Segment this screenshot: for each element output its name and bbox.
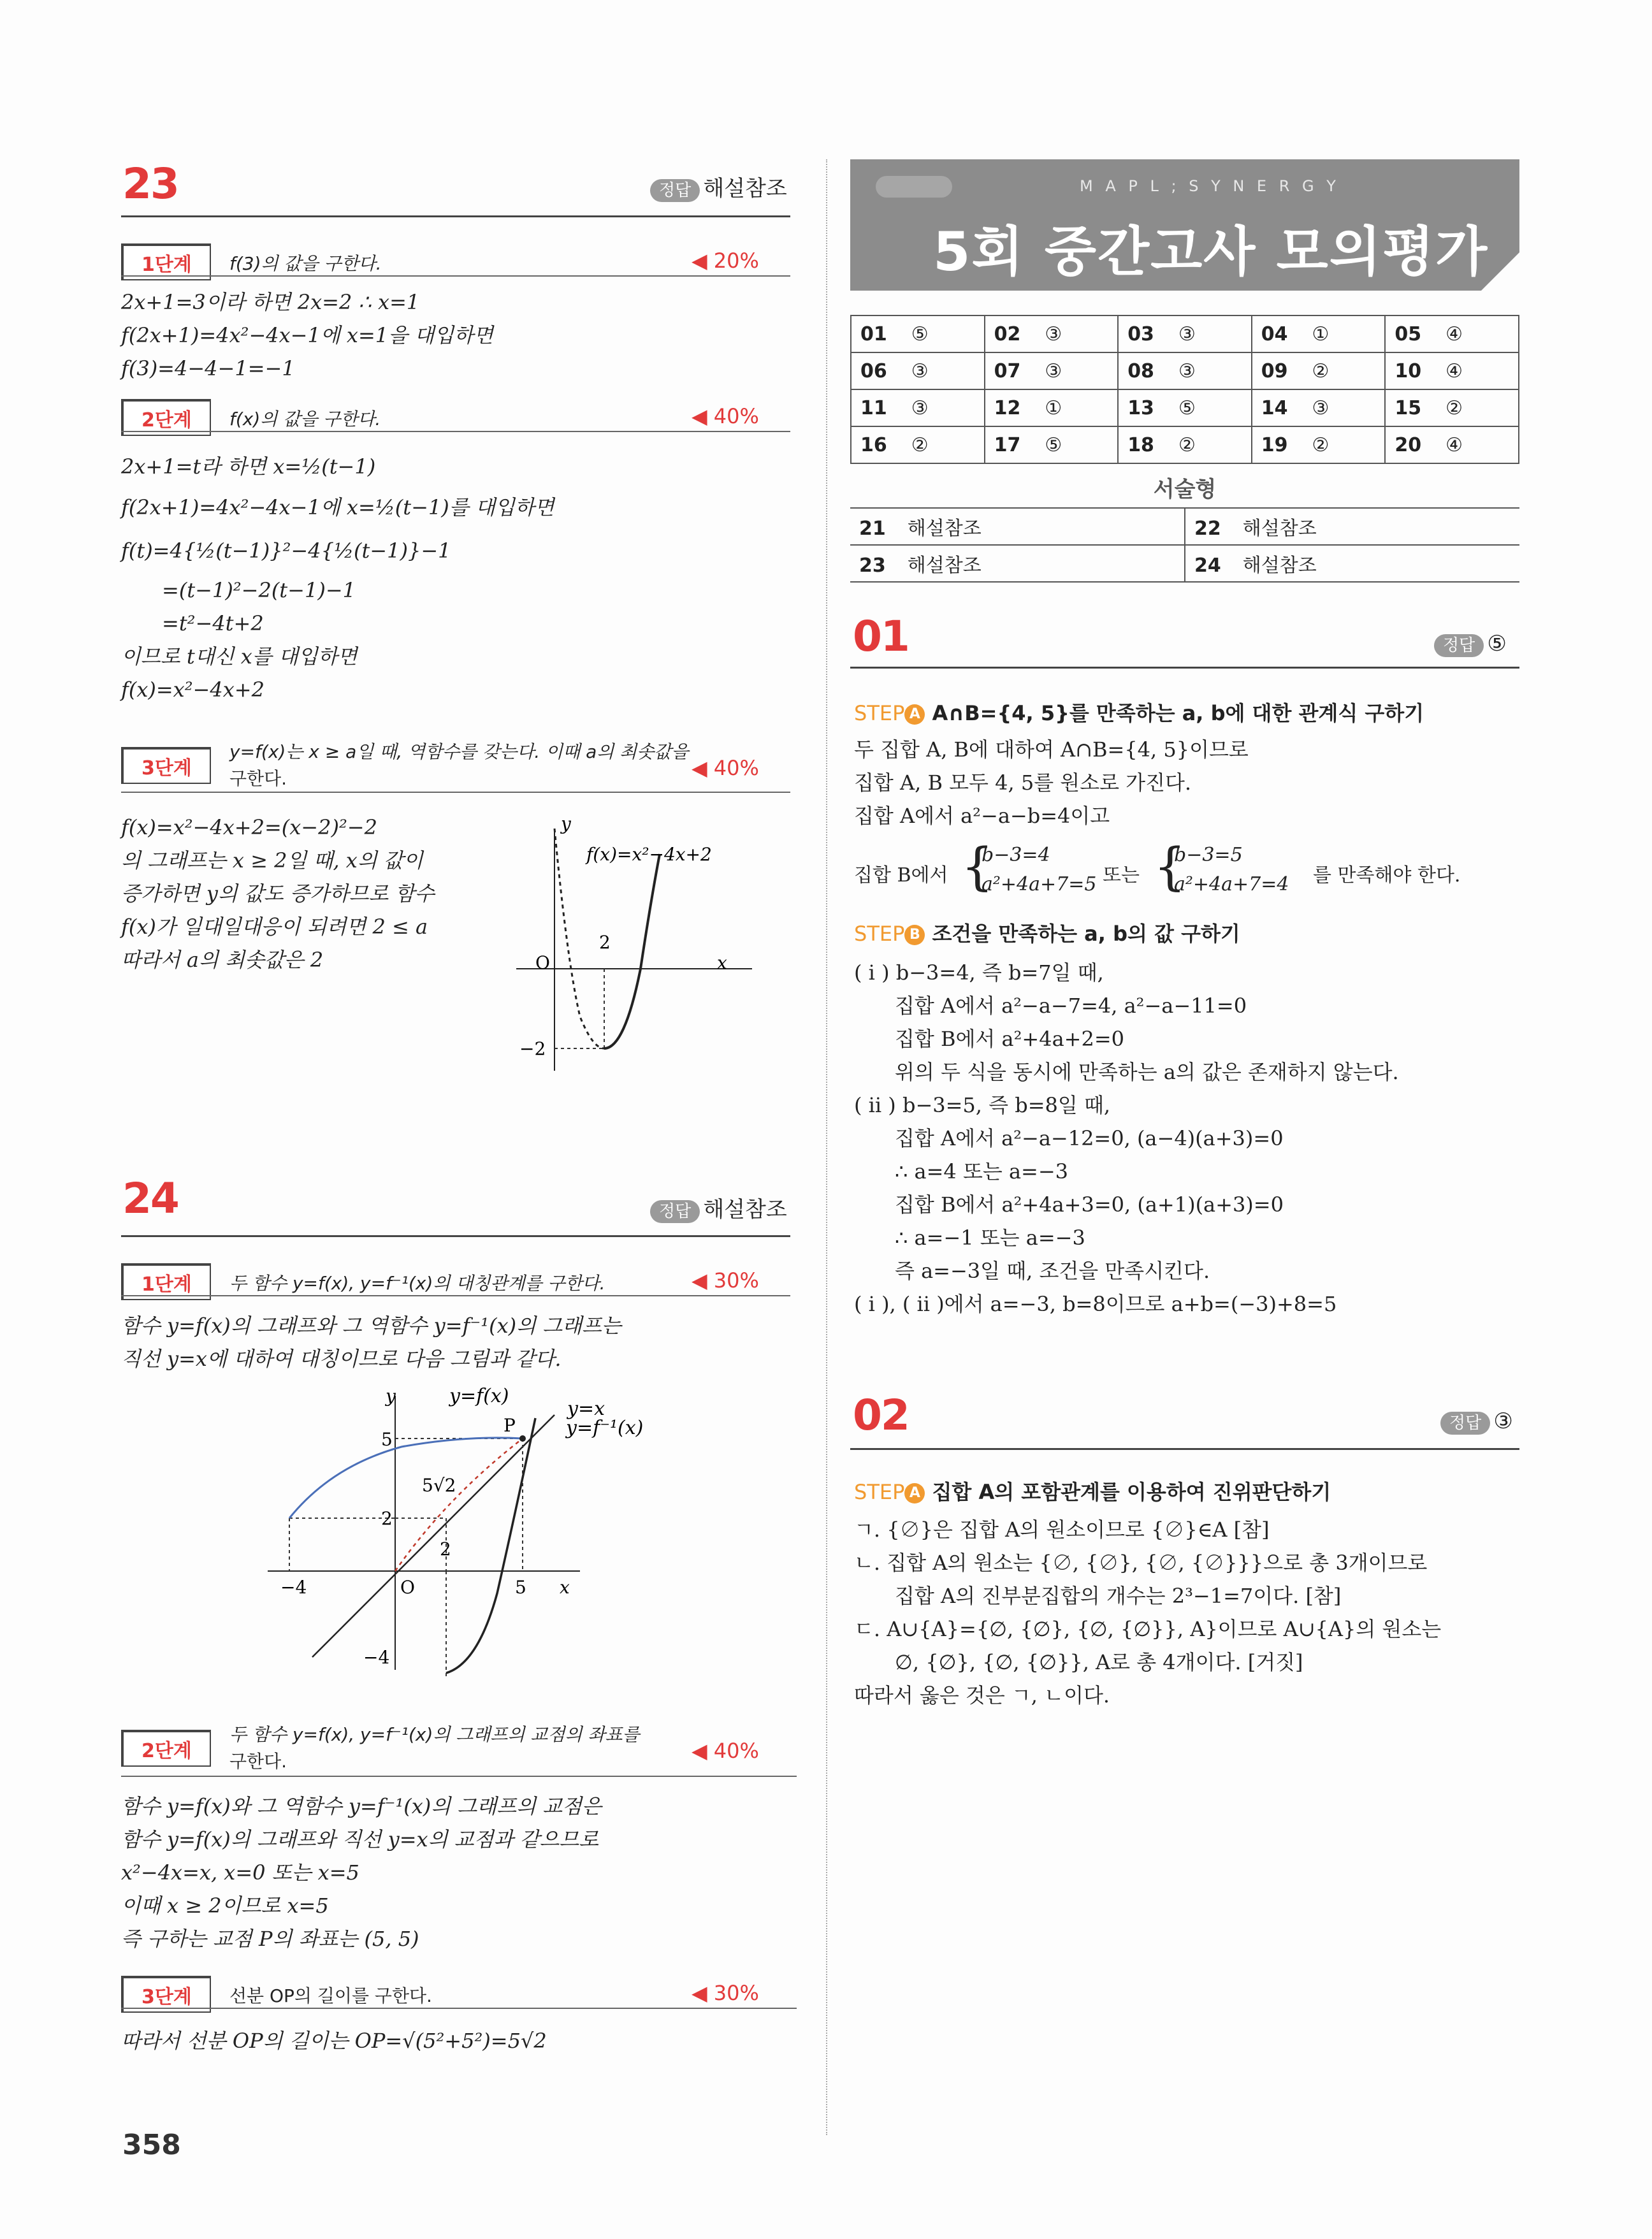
step-letter: A [904, 1483, 925, 1504]
math-line: f(t)=4{½(t−1)}²−4{½(t−1)}−1 [121, 539, 451, 563]
answer-text: 해설참조 [703, 1197, 787, 1222]
question-number: 13 [1127, 396, 1154, 419]
answer-value: ③ [1178, 359, 1196, 382]
question-number: 05 [1395, 322, 1422, 345]
solution-24-part2 [121, 1790, 602, 1955]
solution-23-part3 [121, 811, 435, 976]
answer-cell [1118, 315, 1252, 352]
answer-value: ③ [1178, 322, 1196, 345]
origin-label: O [400, 1577, 415, 1598]
essay-cell [850, 508, 1185, 545]
math-line: f(x)가 일대일대응이 되려면 2 ≤ a [121, 915, 428, 939]
math-line: ∅, {∅}, {∅, {∅}}, A로 총 4개이다. [거짓] [895, 1650, 1303, 1674]
length-label: 5√2 [422, 1475, 456, 1496]
answer-value: ② [1446, 396, 1463, 419]
math-line: 이때 x ≥ 2이므로 x=5 [121, 1894, 329, 1918]
step-label: 1단계 [122, 245, 211, 280]
step-text: f(3)의 값을 구한다. [229, 253, 382, 274]
step-percent: ◀ 30% [692, 1268, 759, 1293]
math-line: 함수 y=f(x)와 그 역함수 y=f⁻¹(x)의 그래프의 교점은 [121, 1794, 602, 1818]
math-line: 집합 A에서 a²−a−7=4, a²−a−11=0 [895, 994, 1247, 1018]
math-line: 의 그래프는 x ≥ 2일 때, x의 값이 [121, 848, 423, 873]
step-b-heading [854, 918, 1240, 947]
step-label: 2단계 [122, 400, 211, 436]
math-line: 집합 A의 진부분집합의 개수는 2³−1=7이다. [참] [895, 1584, 1342, 1608]
solution-24-part3 [121, 2024, 547, 2057]
math-line: 집합 A에서 a²−a−b=4이고 [854, 804, 1110, 828]
math-line: f(x)=x²−4x+2=(x−2)²−2 [121, 815, 377, 839]
function-curve [604, 854, 660, 1048]
answer-value: ③ [1312, 396, 1330, 419]
step-text: y=f(x)는 x ≥ a일 때, 역함수를 갖는다. 이때 a의 최솟값을 [229, 741, 689, 762]
tick-label: −4 [280, 1577, 307, 1598]
equation: b−3=4 [982, 844, 1050, 866]
x-label: x [717, 952, 727, 973]
answer-value: 해설참조 [907, 518, 982, 540]
math-line: x²−4x=x, x=0 또는 x=5 [121, 1860, 359, 1885]
answer-badge: 정답 [650, 1200, 700, 1223]
answer-table [850, 315, 1519, 464]
answer-value: ③ [911, 359, 929, 382]
solution-23-part2 [121, 446, 554, 706]
question-number: 02 [994, 322, 1021, 345]
solution-01-a [854, 733, 1249, 832]
step-letter: A [904, 704, 925, 725]
question-number: 06 [860, 359, 887, 382]
answer-cell [851, 315, 985, 352]
question-number: 09 [1261, 359, 1288, 382]
answer-row [851, 352, 1519, 389]
tick-label: −4 [363, 1647, 390, 1668]
step-label-box [121, 747, 211, 784]
math-line: =(t−1)²−2(t−1)−1 [162, 578, 356, 602]
step-underline [121, 792, 790, 793]
question-number: 17 [994, 433, 1021, 456]
answer-cell [985, 426, 1119, 463]
tick-label: 2 [599, 932, 611, 953]
function-label: f(x)=x²−4x+2 [586, 844, 712, 865]
question-number: 01 [860, 322, 887, 345]
answer-value: ⑤ [1045, 433, 1062, 456]
answer-text: ⑤ [1487, 631, 1507, 656]
math-line: ( i ), ( ii )에서 a=−3, b=8이므로 a+b=(−3)+8=5 [854, 1292, 1337, 1316]
question-number: 23 [859, 554, 886, 577]
solution-24-part1 [121, 1309, 621, 1375]
step-tag: STEP [854, 1480, 905, 1504]
equation: b−3=5 [1174, 844, 1243, 866]
question-number: 03 [1127, 322, 1154, 345]
question-number: 14 [1261, 396, 1288, 419]
answer-area-02 [1440, 1409, 1513, 1434]
step-text: 구한다. [229, 1751, 287, 1772]
math-line: ( ii ) b−3=5, 즉 b=8일 때, [854, 1093, 1111, 1117]
step-percent: ◀ 30% [692, 1981, 759, 2005]
step-letter: B [904, 925, 925, 945]
banner-title: 5회 중간고사 모의평가 [933, 221, 1489, 283]
step-percent: ◀ 20% [692, 249, 759, 273]
equation: a²+4a+7=4 [1174, 873, 1289, 895]
left-brace: { [961, 837, 994, 896]
answer-cell [985, 315, 1119, 352]
math-line: ∴ a=4 또는 a=−3 [895, 1159, 1069, 1184]
question-number: 16 [860, 433, 887, 456]
essay-row [850, 545, 1519, 582]
math-line: ∴ a=−1 또는 a=−3 [895, 1226, 1085, 1250]
step-percent: ◀ 40% [692, 1739, 759, 1763]
answer-badge: 정답 [1434, 634, 1484, 657]
math-text: 를 만족해야 한다. [1313, 864, 1461, 887]
answer-area-24 [650, 1192, 787, 1223]
answer-cell [1385, 389, 1519, 426]
math-line: 증가하면 y의 값도 증가하므로 함수 [121, 881, 435, 906]
answer-cell [1252, 315, 1386, 352]
math-line: 따라서 선분 OP의 길이는 OP=√(5²+5²)=5√2 [121, 2029, 547, 2053]
graph-24 [255, 1383, 676, 1676]
answer-value: ③ [1045, 359, 1062, 382]
answer-text: 해설참조 [703, 176, 787, 201]
step-tag: STEP [854, 922, 905, 946]
problem-02-number: 02 [853, 1391, 909, 1440]
tick-label: 2 [381, 1508, 393, 1529]
math-text: 집합 B에서 [854, 864, 948, 887]
answer-value: ④ [1446, 359, 1463, 382]
line-y-equals-x [312, 1415, 554, 1657]
step-underline [121, 275, 790, 277]
origin-label: O [535, 952, 550, 973]
page-number: 358 [122, 2129, 181, 2161]
essay-table [850, 507, 1519, 583]
answer-row [851, 389, 1519, 426]
question-number: 04 [1261, 322, 1288, 345]
answer-value: ③ [911, 396, 929, 419]
answer-row [851, 315, 1519, 352]
question-number: 19 [1261, 433, 1288, 456]
math-line: ㄱ. {∅}은 집합 A의 원소이므로 {∅}∈A [참] [854, 1518, 1270, 1542]
question-number: 18 [1127, 433, 1154, 456]
answer-text: ③ [1493, 1409, 1513, 1434]
step-underline [121, 1776, 797, 1777]
answer-value: ⑤ [911, 322, 929, 345]
math-line: 집합 B에서 a²+4a+3=0, (a+1)(a+3)=0 [895, 1192, 1284, 1217]
answer-value: ④ [1446, 433, 1463, 456]
answer-value: ② [1312, 359, 1330, 382]
banner-brand: M A P L ; S Y N E R G Y [1080, 177, 1340, 195]
math-line: 집합 A, B 모두 4, 5를 원소로 가진다. [854, 771, 1192, 795]
question-number: 12 [994, 396, 1021, 419]
step-text: f(x)의 값을 구한다. [229, 409, 381, 430]
point-p-label: P [504, 1415, 516, 1436]
math-line: =t²−4t+2 [162, 611, 264, 635]
step-text: 두 함수 y=f(x), y=f⁻¹(x)의 대칭관계를 구한다. [229, 1273, 605, 1294]
step-text: 두 함수 y=f(x), y=f⁻¹(x)의 그래프의 교점의 좌표를 [229, 1724, 640, 1745]
solution-23-part1 [121, 286, 493, 385]
answer-value: ② [1312, 433, 1330, 456]
step-heading-text: A∩B={4, 5}를 만족하는 a, b에 대한 관계식 구하기 [932, 701, 1424, 725]
divider [850, 667, 1519, 669]
question-number: 08 [1127, 359, 1154, 382]
point-p [519, 1435, 526, 1442]
essay-row [850, 508, 1519, 545]
step-underline [121, 2008, 797, 2009]
answer-cell [851, 426, 985, 463]
essay-cell [850, 545, 1185, 582]
finv-label: y=f⁻¹(x) [566, 1417, 644, 1439]
banner-corner [1481, 252, 1519, 291]
question-number: 11 [860, 396, 887, 419]
step-label: 1단계 [122, 1264, 211, 1300]
tick-label: 2 [440, 1539, 451, 1560]
math-text: 또는 [1103, 864, 1140, 887]
math-line: 이므로 t대신 x를 대입하면 [121, 644, 358, 669]
tick-label: 5 [515, 1577, 526, 1598]
math-line: f(2x+1)=4x²−4x−1에 x=1을 대입하면 [121, 323, 493, 347]
answer-cell [851, 352, 985, 389]
segment-op [395, 1438, 523, 1571]
math-line: f(3)=4−4−1=−1 [121, 356, 295, 380]
answer-cell [1118, 426, 1252, 463]
answer-cell [1385, 352, 1519, 389]
y-label: y [561, 813, 571, 834]
answer-cell [1118, 389, 1252, 426]
yx-label: y=x [567, 1398, 605, 1420]
step-heading-text: 조건을 만족하는 a, b의 값 구하기 [932, 922, 1240, 946]
answer-value: 해설참조 [1242, 554, 1317, 577]
graph-23 [497, 809, 790, 1077]
step-text: 구한다. [229, 768, 287, 789]
answer-value: ⑤ [1178, 396, 1196, 419]
math-line: 집합 A에서 a²−a−12=0, (a−4)(a+3)=0 [895, 1126, 1284, 1150]
question-number: 10 [1395, 359, 1422, 382]
answer-value: ① [1045, 396, 1062, 419]
math-line: 직선 y=x에 대하여 대칭이므로 다음 그림과 같다. [121, 1347, 562, 1371]
answer-value: 해설참조 [907, 554, 982, 577]
math-line: ㄴ. 집합 A의 원소는 {∅, {∅}, {∅, {∅}}}으로 총 3개이므로 [854, 1551, 1428, 1575]
answer-badge: 정답 [650, 179, 700, 202]
math-line: 집합 B에서 a²+4a+2=0 [895, 1027, 1125, 1051]
math-line: 2x+1=t라 하면 x=½(t−1) [121, 454, 376, 479]
math-line: ( i ) b−3=4, 즉 b=7일 때, [854, 960, 1104, 985]
math-line: f(2x+1)=4x²−4x−1에 x=½(t−1)를 대입하면 [121, 495, 554, 519]
math-line: 즉 a=−3일 때, 조건을 만족시킨다. [895, 1259, 1210, 1283]
tick-label: −2 [519, 1038, 546, 1059]
answer-value: ④ [1446, 322, 1463, 345]
problem-24-number: 24 [122, 1174, 178, 1223]
step-tag: STEP [854, 701, 905, 725]
math-line: 2x+1=3이라 하면 2x=2 ∴ x=1 [121, 290, 420, 314]
answer-badge: 정답 [1440, 1412, 1490, 1435]
math-line: 따라서 옳은 것은 ㄱ, ㄴ이다. [854, 1683, 1110, 1707]
answer-cell [851, 389, 985, 426]
equation: a²+4a+7=5 [982, 873, 1097, 895]
step-text: 선분 OP의 길이를 구한다. [229, 1985, 432, 2006]
math-line: 즉 구하는 교점 P의 좌표는 (5, 5) [121, 1927, 419, 1951]
math-line: 함수 y=f(x)의 그래프와 그 역함수 y=f⁻¹(x)의 그래프는 [121, 1314, 621, 1338]
column-divider [826, 159, 827, 2135]
divider [121, 215, 790, 217]
question-number: 20 [1395, 433, 1422, 456]
step-label-box [121, 1730, 211, 1767]
y-label: y [386, 1386, 396, 1407]
inverse-function-curve [289, 1438, 523, 1518]
essay-cell [1185, 508, 1519, 545]
math-line: 위의 두 식을 동시에 만족하는 a의 값은 존재하지 않는다. [895, 1060, 1399, 1084]
answer-cell [1252, 352, 1386, 389]
answer-value: ③ [1045, 322, 1062, 345]
math-line: ㄷ. A∪{A}={∅, {∅}, {∅, {∅}}, A}이므로 A∪{A}의 원소는 [854, 1617, 1442, 1641]
left-brace: { [1154, 837, 1186, 896]
answer-cell [985, 352, 1119, 389]
divider [850, 1448, 1519, 1450]
question-number: 24 [1194, 554, 1221, 577]
answer-area-23 [650, 171, 787, 202]
question-number: 15 [1395, 396, 1422, 419]
step-percent: ◀ 40% [692, 756, 759, 780]
step-label: 3단계 [122, 1977, 211, 2013]
banner-pill [876, 176, 952, 198]
answer-cell [1252, 389, 1386, 426]
math-line: 두 집합 A, B에 대하여 A∩B={4, 5}이므로 [854, 737, 1249, 762]
answer-cell [1385, 315, 1519, 352]
answer-area-01 [1434, 631, 1507, 656]
step-heading-text: 집합 A의 포함관계를 이용하여 진위판단하기 [932, 1480, 1331, 1504]
question-number: 07 [994, 359, 1021, 382]
math-line: 함수 y=f(x)의 그래프와 직선 y=x의 교점과 같으므로 [121, 1827, 599, 1851]
math-line: f(x)=x²−4x+2 [121, 677, 264, 702]
essay-title: 서술형 [1153, 477, 1217, 502]
essay-cell [1185, 545, 1519, 582]
math-line: 따라서 a의 최솟값은 2 [121, 948, 324, 972]
answer-value: ② [911, 433, 929, 456]
step-label: 2단계 [122, 1731, 211, 1767]
answer-cell [985, 389, 1119, 426]
step-label: 3단계 [122, 748, 211, 784]
exam-banner [850, 159, 1519, 291]
answer-value: ② [1178, 433, 1196, 456]
fx-label: y=f(x) [449, 1385, 509, 1407]
step-underline [121, 1295, 790, 1296]
question-number: 21 [859, 518, 886, 540]
solution-01-b [854, 956, 1399, 1321]
answer-cell [1252, 426, 1386, 463]
step-underline [121, 431, 790, 432]
question-number: 22 [1194, 518, 1221, 540]
problem-01-number: 01 [853, 612, 909, 661]
divider [121, 1235, 790, 1237]
answer-cell [1118, 352, 1252, 389]
step-a-heading [854, 697, 1424, 727]
step-a-heading [854, 1476, 1331, 1505]
answer-cell [1385, 426, 1519, 463]
answer-value: ① [1312, 322, 1330, 345]
tick-label: 5 [381, 1429, 393, 1450]
answer-row [851, 426, 1519, 463]
function-curve [446, 1418, 535, 1673]
x-label: x [560, 1577, 570, 1598]
problem-23-number: 23 [122, 159, 178, 208]
solution-02 [854, 1513, 1441, 1712]
answer-value: 해설참조 [1242, 518, 1317, 540]
step-percent: ◀ 40% [692, 404, 759, 428]
